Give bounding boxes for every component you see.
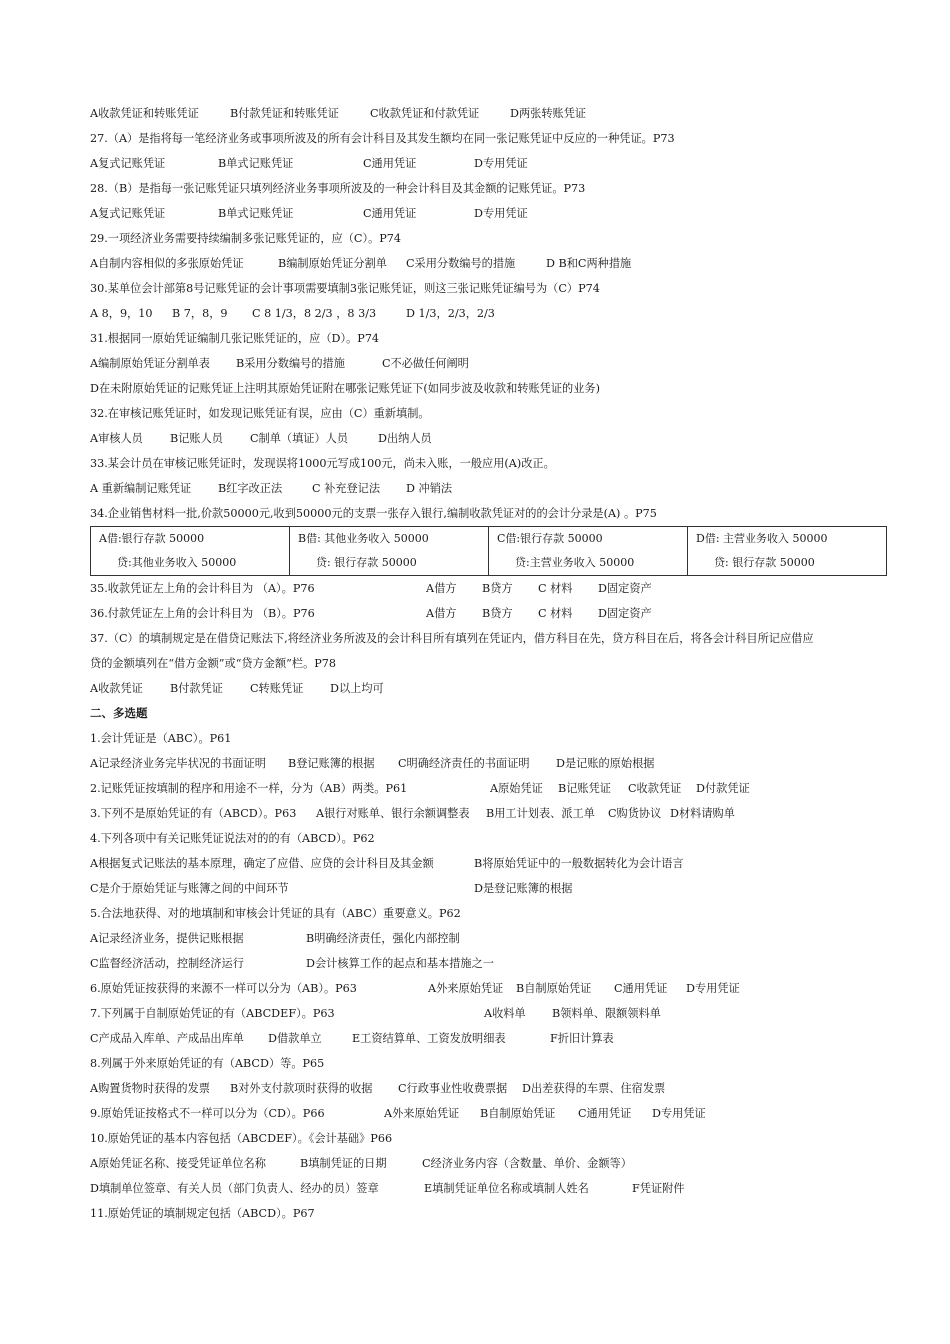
text-segment: C通用凭证 bbox=[363, 207, 417, 220]
text-segment: E工资结算单、工资发放明细表 bbox=[352, 1032, 506, 1045]
text-line bbox=[90, 826, 890, 851]
text-segment: 贷的金额填列在“借方金额”或“贷方金额”栏。P78 bbox=[90, 657, 337, 670]
text-segment: B将原始凭证中的一般数据转化为会计语言 bbox=[474, 857, 684, 870]
text-line bbox=[90, 1176, 890, 1201]
text-segment: B记账人员 bbox=[170, 432, 223, 445]
text-segment: A外来原始凭证 bbox=[384, 1107, 460, 1120]
text-segment: C是介于原始凭证与账簿之间的中间环节 bbox=[90, 882, 289, 895]
text-line bbox=[90, 476, 890, 501]
text-segment: D是记账的原始根据 bbox=[556, 757, 655, 770]
text-line bbox=[90, 501, 890, 526]
question-block-single-choice bbox=[90, 101, 890, 526]
text-segment: B用工计划表、派工单 bbox=[486, 807, 595, 820]
text-segment: C通用凭证 bbox=[363, 157, 417, 170]
text-segment: C通用凭证 bbox=[614, 982, 668, 995]
text-segment: D在未附原始凭证的记账凭证上注明其原始凭证附在哪张记账凭证下(如同步波及收款和转账凭证的业务) bbox=[90, 382, 600, 395]
text-line bbox=[90, 876, 890, 901]
text-line bbox=[90, 976, 890, 1001]
text-segment: B单式记账凭证 bbox=[218, 207, 294, 220]
text-segment: B编制原始凭证分割单 bbox=[278, 257, 387, 270]
text-segment: B明确经济责任，强化内部控制 bbox=[306, 932, 460, 945]
text-segment: A借方 bbox=[426, 607, 457, 620]
text-segment: C产成品入库单、产成品出库单 bbox=[90, 1032, 244, 1045]
text-segment: A记录经济业务完毕状况的书面证明 bbox=[90, 757, 266, 770]
text-segment: B对外支付款项时获得的收据 bbox=[230, 1082, 373, 1095]
text-segment: A审核人员 bbox=[90, 432, 143, 445]
text-segment: C 8 1/3，8 2/3 ，8 3/3 bbox=[252, 307, 377, 320]
text-line bbox=[90, 401, 890, 426]
text-segment: 30.某单位会计部第8号记账凭证的会计事项需要填制3张记账凭证，则这三张记账凭证编号为（C）P74 bbox=[90, 282, 600, 295]
text-line bbox=[90, 451, 890, 476]
text-line bbox=[90, 926, 890, 951]
text-segment: A原始凭证名称、接受凭证单位名称 bbox=[90, 1157, 266, 1170]
text-segment: C监督经济活动，控制经济运行 bbox=[90, 957, 244, 970]
text-segment: C 材料 bbox=[538, 582, 573, 595]
text-segment: B自制原始凭证 bbox=[480, 1107, 556, 1120]
text-segment: A复式记账凭证 bbox=[90, 157, 166, 170]
text-segment: D借款单立 bbox=[268, 1032, 322, 1045]
text-segment: D是登记账簿的根据 bbox=[474, 882, 573, 895]
text-segment: C采用分数编号的措施 bbox=[406, 257, 516, 270]
text-line bbox=[90, 351, 890, 376]
text-segment: B 7，8，9 bbox=[172, 307, 228, 320]
text-line bbox=[90, 726, 890, 751]
text-segment: D材料请购单 bbox=[670, 807, 735, 820]
document-page bbox=[90, 101, 890, 1226]
text-segment: F折旧计算表 bbox=[550, 1032, 614, 1045]
table-cell-d: D借: 主营业务收入 50000 贷: 银行存款 50000 bbox=[688, 527, 887, 576]
text-segment: 二、多选题 bbox=[90, 706, 148, 720]
text-line bbox=[90, 901, 890, 926]
text-segment: A借方 bbox=[426, 582, 457, 595]
text-segment: A收款凭证 bbox=[90, 682, 143, 695]
text-line bbox=[90, 126, 890, 151]
text-line bbox=[90, 251, 890, 276]
table-cell-c: C借:银行存款 50000 贷:主营业务收入 50000 bbox=[489, 527, 688, 576]
text-segment: A原始凭证 bbox=[490, 782, 543, 795]
text-line bbox=[90, 1126, 890, 1151]
text-line bbox=[90, 426, 890, 451]
text-segment: B单式记账凭证 bbox=[218, 157, 294, 170]
text-segment: A 8，9，10 bbox=[90, 307, 153, 320]
text-segment: A 重新编制记账凭证 bbox=[90, 482, 192, 495]
text-segment: C 补充登记法 bbox=[312, 482, 381, 495]
text-segment: D出纳人员 bbox=[378, 432, 432, 445]
text-segment: 6.原始凭证按获得的来源不一样可以分为（AB）。P63 bbox=[90, 982, 357, 995]
text-segment: C明确经济责任的书面证明 bbox=[398, 757, 530, 770]
text-line bbox=[90, 326, 890, 351]
text-line bbox=[90, 1101, 890, 1126]
text-segment: C行政事业性收费票据 bbox=[398, 1082, 508, 1095]
text-segment: B领料单、限额领料单 bbox=[552, 1007, 661, 1020]
text-segment: 10.原始凭证的基本内容包括（ABCDEF）。《会计基础》P66 bbox=[90, 1132, 393, 1145]
text-line bbox=[90, 751, 890, 776]
text-segment: 11.原始凭证的填制规定包括（ABCD）。P67 bbox=[90, 1207, 315, 1220]
text-segment: A自制内容相似的多张原始凭证 bbox=[90, 257, 244, 270]
text-segment: A收款凭证和转账凭证 bbox=[90, 107, 199, 120]
text-segment: D固定资产 bbox=[598, 607, 652, 620]
text-segment: 27.（A）是指将每一笔经济业务或事项所波及的所有会计科目及其发生额均在同一张记账凭证中反应的一种凭证。P73 bbox=[90, 132, 675, 145]
text-line bbox=[90, 1001, 890, 1026]
text-segment: F凭证附件 bbox=[632, 1182, 685, 1195]
text-segment: 34.企业销售材料一批,价款50000元,收到50000元的支票一张存入银行,编制收款凭证对的的会计分录是(A) 。P75 bbox=[90, 507, 657, 520]
text-segment: B付款凭证和转账凭证 bbox=[230, 107, 339, 120]
text-segment: C收款凭证和付款凭证 bbox=[370, 107, 480, 120]
text-segment: A记录经济业务，提供记账根据 bbox=[90, 932, 244, 945]
text-line bbox=[90, 851, 890, 876]
text-segment: D专用凭证 bbox=[474, 207, 528, 220]
text-segment: 5.合法地获得、对的地填制和审核会计凭证的具有（ABC）重要意义。P62 bbox=[90, 907, 461, 920]
text-segment: D专用凭证 bbox=[686, 982, 740, 995]
text-segment: B红字改正法 bbox=[218, 482, 283, 495]
text-line bbox=[90, 201, 890, 226]
text-line bbox=[90, 626, 890, 651]
text-line bbox=[90, 1051, 890, 1076]
text-segment: A银行对账单、银行余额调整表 bbox=[316, 807, 470, 820]
text-segment: 37.（C）的填制规定是在借贷记账法下,将经济业务所波及的会计科目所有填列在凭证内，借方科目在先，贷方科目在后，将各会计科目所记应借应 bbox=[90, 632, 814, 645]
text-segment: 32.在审核记账凭证时，如发现记账凭证有误，应由（C）重新填制。 bbox=[90, 407, 430, 420]
text-segment: 33.某会计员在审核记账凭证时，发现误将1000元写成100元，尚未入账，一般应用(A)改正。 bbox=[90, 457, 555, 470]
text-segment: C经济业务内容（含数量、单价、金额等） bbox=[422, 1157, 632, 1170]
text-segment: D付款凭证 bbox=[696, 782, 750, 795]
text-segment: B记账凭证 bbox=[558, 782, 611, 795]
text-line bbox=[90, 276, 890, 301]
text-segment: 4.下列各项中有关记账凭证说法对的的有（ABCD）。P62 bbox=[90, 832, 375, 845]
table-cell-b: B借: 其他业务收入 50000 贷: 银行存款 50000 bbox=[290, 527, 489, 576]
text-segment: D专用凭证 bbox=[474, 157, 528, 170]
text-segment: 7.下列属于自制原始凭证的有（ABCDEF）。P63 bbox=[90, 1007, 335, 1020]
text-segment: C转账凭证 bbox=[250, 682, 304, 695]
text-segment: 2.记账凭证按填制的程序和用途不一样，分为（AB）两类。P61 bbox=[90, 782, 408, 795]
text-line bbox=[90, 601, 890, 626]
q34-options-table bbox=[90, 526, 887, 576]
text-line bbox=[90, 301, 890, 326]
text-line bbox=[90, 801, 890, 826]
text-segment: B自制原始凭证 bbox=[516, 982, 592, 995]
section-heading bbox=[90, 701, 890, 726]
text-line bbox=[90, 676, 890, 701]
text-line bbox=[90, 101, 890, 126]
text-segment: A收料单 bbox=[484, 1007, 526, 1020]
text-segment: D 冲销法 bbox=[406, 482, 453, 495]
text-segment: 28.（B）是指每一张记账凭证只填列经济业务事项所波及的一种会计科目及其金额的记账凭证。P73 bbox=[90, 182, 586, 195]
text-segment: B填制凭证的日期 bbox=[300, 1157, 387, 1170]
text-line bbox=[90, 151, 890, 176]
text-segment: A外来原始凭证 bbox=[428, 982, 504, 995]
text-segment: D出差获得的车票、住宿发票 bbox=[522, 1082, 666, 1095]
text-segment: 29.一项经济业务需要持续编制多张记账凭证的，应（C）。P74 bbox=[90, 232, 402, 245]
text-segment: B贷方 bbox=[482, 607, 513, 620]
text-segment: 35.收款凭证左上角的会计科目为 （A）。P76 bbox=[90, 582, 315, 595]
text-line bbox=[90, 776, 890, 801]
text-segment: D两张转账凭证 bbox=[510, 107, 587, 120]
table-cell-a: A借:银行存款 50000 贷:其他业务收入 50000 bbox=[91, 527, 290, 576]
text-segment: C不必做任何阐明 bbox=[382, 357, 469, 370]
text-segment: 3.下列不是原始凭证的有（ABCD）。P63 bbox=[90, 807, 297, 820]
text-segment: A根据复式记账法的基本原理，确定了应借、应贷的会计科目及其金额 bbox=[90, 857, 434, 870]
text-segment: D固定资产 bbox=[598, 582, 652, 595]
text-segment: B采用分数编号的措施 bbox=[236, 357, 345, 370]
text-segment: C购货协议 bbox=[608, 807, 662, 820]
text-segment: D填制单位签章、有关人员（部门负责人、经办的员）签章 bbox=[90, 1182, 379, 1195]
text-line bbox=[90, 1151, 890, 1176]
text-segment: B贷方 bbox=[482, 582, 513, 595]
text-segment: B付款凭证 bbox=[170, 682, 223, 695]
text-segment: D专用凭证 bbox=[652, 1107, 706, 1120]
text-line bbox=[90, 176, 890, 201]
text-segment: A购置货物时获得的发票 bbox=[90, 1082, 210, 1095]
text-segment: C收款凭证 bbox=[628, 782, 682, 795]
text-segment: 1.会计凭证是（ABC）。P61 bbox=[90, 732, 232, 745]
text-segment: 36.付款凭证左上角的会计科目为 （B）。P76 bbox=[90, 607, 315, 620]
text-line bbox=[90, 951, 890, 976]
text-segment: A复式记账凭证 bbox=[90, 207, 166, 220]
text-line bbox=[90, 376, 890, 401]
question-block-multiple-choice bbox=[90, 576, 890, 1226]
text-segment: A编制原始凭证分割单表 bbox=[90, 357, 210, 370]
text-segment: 31.根据同一原始凭证编制几张记账凭证的，应（D）。P74 bbox=[90, 332, 380, 345]
text-segment: E填制凭证单位名称或填制人姓名 bbox=[424, 1182, 589, 1195]
text-segment: B登记账簿的根据 bbox=[288, 757, 375, 770]
text-segment: D以上均可 bbox=[330, 682, 384, 695]
text-segment: 9.原始凭证按格式不一样可以分为（CD）。P66 bbox=[90, 1107, 325, 1120]
text-segment: C制单（填证）人员 bbox=[250, 432, 349, 445]
text-line bbox=[90, 1076, 890, 1101]
text-segment: C 材料 bbox=[538, 607, 573, 620]
text-line bbox=[90, 576, 890, 601]
text-segment: D B和C两种措施 bbox=[546, 257, 632, 270]
text-segment: 8.列属于外来原始凭证的有（ABCD）等。P65 bbox=[90, 1057, 325, 1070]
text-segment: D会计核算工作的起点和基本措施之一 bbox=[306, 957, 494, 970]
text-segment: D 1/3，2/3，2/3 bbox=[406, 307, 495, 320]
text-line bbox=[90, 651, 890, 676]
text-line bbox=[90, 1026, 890, 1051]
text-line bbox=[90, 226, 890, 251]
text-segment: C通用凭证 bbox=[578, 1107, 632, 1120]
text-line bbox=[90, 1201, 890, 1226]
